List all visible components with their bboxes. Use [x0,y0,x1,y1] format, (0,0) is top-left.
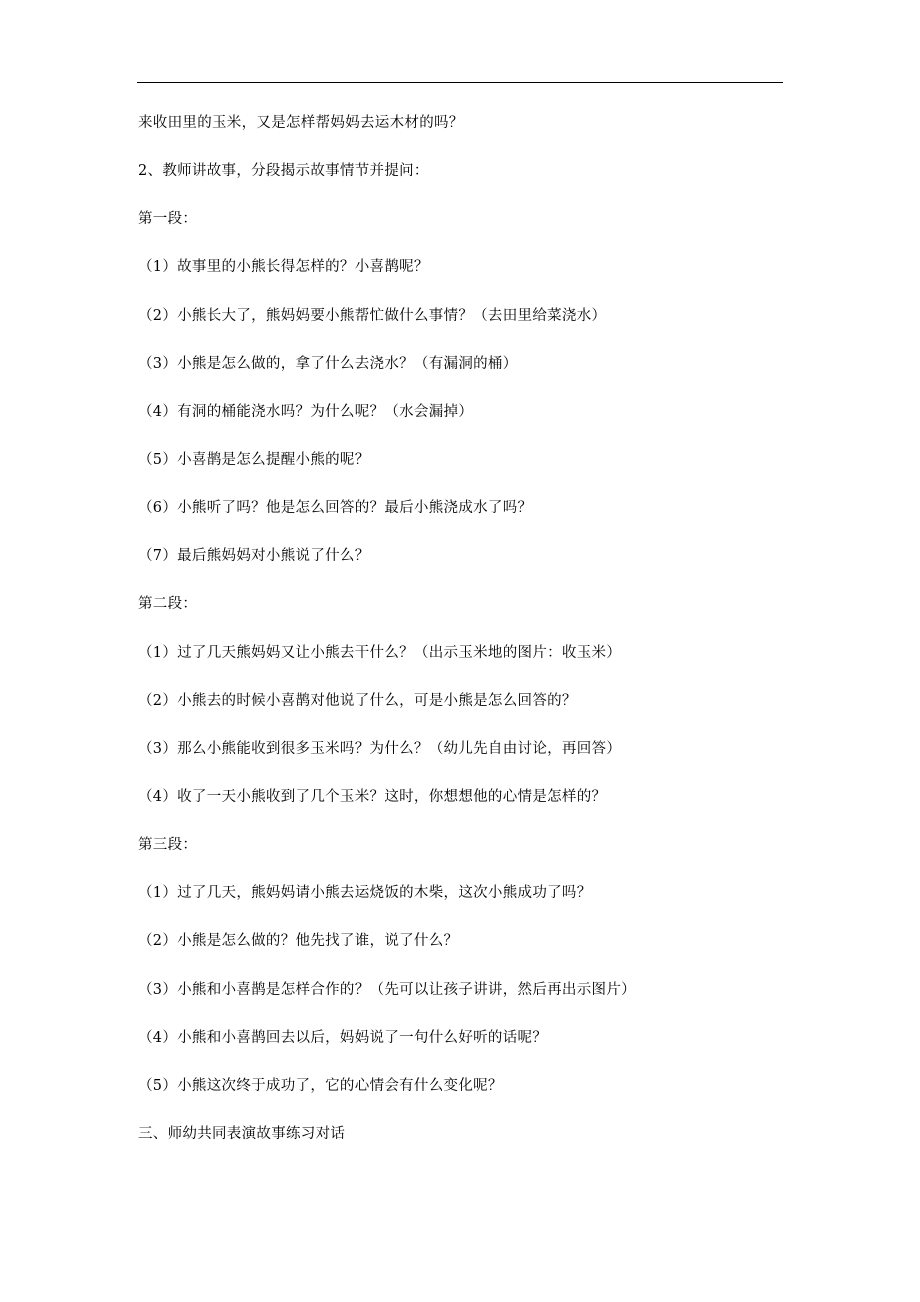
paragraph-step-2-heading: 2、教师讲故事，分段揭示故事情节并提问： [138,163,429,180]
header-rule [137,82,783,83]
section-1-question-4: （4）有洞的桶能浇水吗？为什么呢？（水会漏掉） [138,403,474,420]
section-1-question-5: （5）小喜鹊是怎么提醒小熊的呢？ [138,451,370,468]
section-1-question-1: （1）故事里的小熊长得怎样的？小喜鹊呢？ [138,259,429,276]
section-3-question-3: （3）小熊和小喜鹊是怎样合作的？（先可以让孩子讲讲，然后再出示图片） [138,981,636,998]
section-2-question-3: （3）那么小熊能收到很多玉米吗？为什么？（幼儿先自由讨论，再回答） [138,740,622,757]
document-body [138,112,783,1145]
section-1-question-2: （2）小熊长大了，熊妈妈要小熊帮忙做什么事情？（去田里给菜浇水） [138,307,607,324]
section-1-question-6: （6）小熊听了吗？他是怎么回答的？最后小熊浇成水了吗？ [138,500,533,517]
section-2-question-2: （2）小熊去的时候小喜鹊对他说了什么，可是小熊是怎么回答的？ [138,692,577,709]
section-3-question-5: （5）小熊这次终于成功了，它的心情会有什么变化呢？ [138,1077,503,1094]
section-2-question-4: （4）收了一天小熊收到了几个玉米？这时，你想想他的心情是怎样的？ [138,788,607,805]
section-3-question-2: （2）小熊是怎么做的？他先找了谁，说了什么？ [138,933,459,950]
section-3-question-4: （4）小熊和小喜鹊回去以后，妈妈说了一句什么好听的话呢？ [138,1029,548,1046]
section-1-question-3: （3）小熊是怎么做的，拿了什么去浇水？（有漏洞的桶） [138,355,518,372]
section-3-question-1: （1）过了几天，熊妈妈请小熊去运烧饭的木柴，这次小熊成功了吗？ [138,885,592,902]
part-3-heading: 三、师幼共同表演故事练习对话 [138,1125,346,1142]
section-1-question-7: （7）最后熊妈妈对小熊说了什么？ [138,548,370,565]
section-3-heading: 第三段： [138,837,198,854]
section-1-heading: 第一段： [138,211,198,228]
paragraph-intro-continuation: 来收田里的玉米，又是怎样帮妈妈去运木材的吗？ [138,115,464,131]
section-2-heading: 第二段： [138,596,198,613]
section-2-question-1: （1）过了几天熊妈妈又让小熊去干什么？（出示玉米地的图片：收玉米） [138,644,622,661]
